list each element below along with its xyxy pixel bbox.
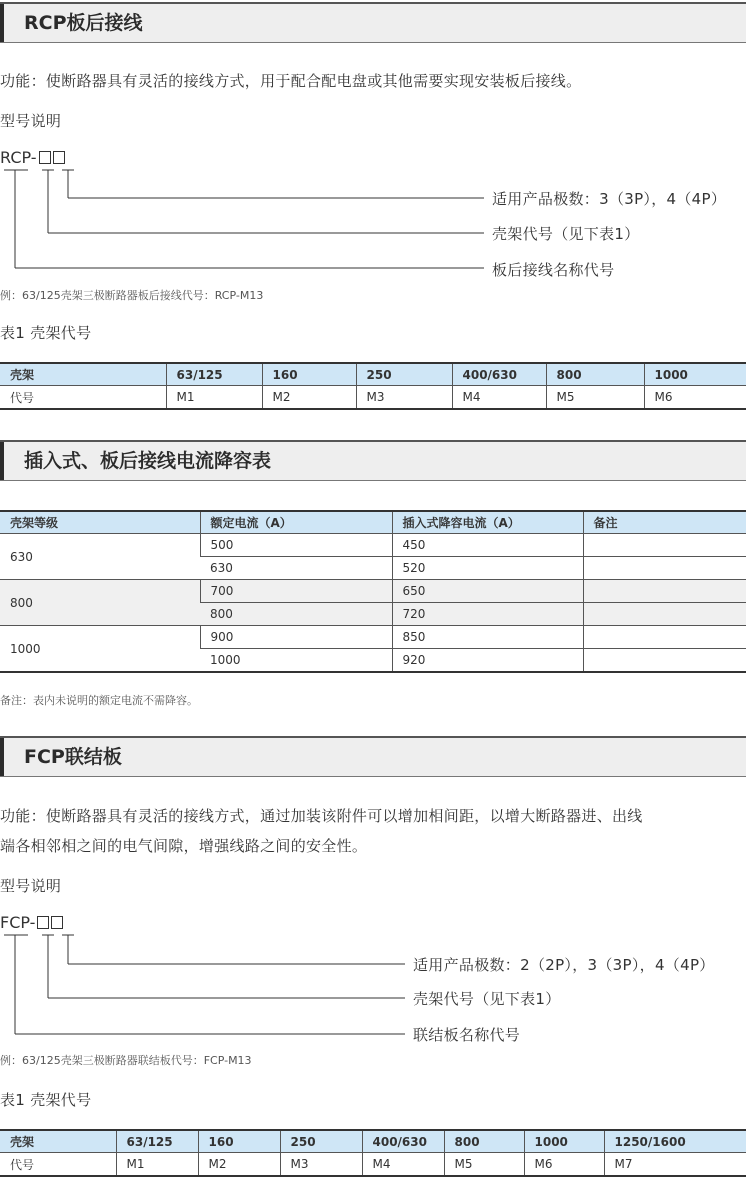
fcp-model-diagram-lines xyxy=(0,900,750,1050)
rcp-frame-label: 壳架代号（见下表1） xyxy=(492,225,640,243)
table-row xyxy=(0,1153,746,1177)
table-row xyxy=(0,580,746,603)
table-cell: M1 xyxy=(116,1153,198,1177)
rcp-model-title: 型号说明 xyxy=(0,112,62,130)
header-cell: 备注 xyxy=(583,511,746,534)
table-cell: M2 xyxy=(198,1153,280,1177)
rcp-name-label: 板后接线名称代号 xyxy=(492,261,615,279)
table-cell: M6 xyxy=(524,1153,604,1177)
table-cell: 630 xyxy=(200,557,392,580)
fcp-pole-label: 适用产品极数：2（2P），3（3P），4（4P） xyxy=(413,956,715,974)
table-header-row xyxy=(0,511,746,534)
table-cell xyxy=(583,534,746,557)
header-cell: 160 xyxy=(262,363,356,386)
rcp-pole-label: 适用产品极数：3（3P），4（4P） xyxy=(492,190,727,208)
derating-section-title: 插入式、板后接线电流降容表 xyxy=(24,450,272,472)
frame-cell: 800 xyxy=(0,580,200,626)
header-cell: 额定电流（A） xyxy=(200,511,392,534)
table-row xyxy=(0,626,746,649)
table-header-row xyxy=(0,363,746,386)
header-cell: 壳架 xyxy=(0,1130,116,1153)
table-cell: M3 xyxy=(280,1153,362,1177)
table-cell xyxy=(583,557,746,580)
fcp-function-text-line2: 端各相邻相之间的电气间隙，增强线路之间的安全性。 xyxy=(0,837,368,855)
table-cell: 450 xyxy=(392,534,583,557)
table-cell: M1 xyxy=(166,386,262,410)
header-cell: 800 xyxy=(444,1130,524,1153)
table-cell: 800 xyxy=(200,603,392,626)
table-cell: 850 xyxy=(392,626,583,649)
header-cell: 1000 xyxy=(644,363,746,386)
table-cell: 520 xyxy=(392,557,583,580)
table-row xyxy=(0,534,746,557)
section-accent-bar xyxy=(0,442,4,480)
table-header-row xyxy=(0,1130,746,1153)
header-cell: 壳架等级 xyxy=(0,511,200,534)
frame-cell: 1000 xyxy=(0,626,200,673)
table-cell: 720 xyxy=(392,603,583,626)
rcp-section-title: RCP板后接线 xyxy=(24,12,143,34)
table-cell: 代号 xyxy=(0,1153,116,1177)
table-cell: M4 xyxy=(452,386,546,410)
fcp-frame-label: 壳架代号（见下表1） xyxy=(413,990,561,1008)
table-cell: M5 xyxy=(546,386,644,410)
derating-note: 备注：表内未说明的额定电流不需降容。 xyxy=(0,694,198,707)
table-cell xyxy=(583,649,746,673)
rcp-code-prefix: RCP- xyxy=(0,148,37,167)
table-cell: 700 xyxy=(200,580,392,603)
table-cell: M3 xyxy=(356,386,452,410)
table-cell: M4 xyxy=(362,1153,444,1177)
fcp-code-prefix: FCP- xyxy=(0,913,36,932)
table-cell xyxy=(583,580,746,603)
rcp-function-text: 功能：使断路器具有灵活的接线方式，用于配合配电盘或其他需要实现安装板后接线。 xyxy=(0,72,582,90)
table-cell: 900 xyxy=(200,626,392,649)
table-cell: 650 xyxy=(392,580,583,603)
fcp-frame-table xyxy=(0,1129,746,1177)
fcp-section-header xyxy=(0,736,746,777)
header-cell: 800 xyxy=(546,363,644,386)
frame-cell: 630 xyxy=(0,534,200,580)
header-cell: 1250/1600 xyxy=(604,1130,746,1153)
table-cell xyxy=(583,603,746,626)
fcp-table-title: 表1 壳架代号 xyxy=(0,1091,92,1109)
table-cell: 1000 xyxy=(200,649,392,673)
fcp-name-label: 联结板名称代号 xyxy=(413,1026,521,1044)
section-accent-bar xyxy=(0,738,4,776)
rcp-frame-table xyxy=(0,362,746,410)
table-cell: 500 xyxy=(200,534,392,557)
fcp-section-title: FCP联结板 xyxy=(24,746,122,768)
header-cell: 63/125 xyxy=(116,1130,198,1153)
derating-table xyxy=(0,510,746,673)
table-cell xyxy=(583,626,746,649)
header-cell: 插入式降容电流（A） xyxy=(392,511,583,534)
fcp-function-text-line1: 功能：使断路器具有灵活的接线方式，通过加装该附件可以增加相间距，以增大断路器进、出线 xyxy=(0,807,643,825)
header-cell: 160 xyxy=(198,1130,280,1153)
header-cell: 400/630 xyxy=(362,1130,444,1153)
rcp-model-diagram-lines xyxy=(0,0,750,300)
table-cell: M7 xyxy=(604,1153,746,1177)
rcp-example-text: 例：63/125壳架三极断路器板后接线代号：RCP-M13 xyxy=(0,289,264,302)
header-cell: 250 xyxy=(356,363,452,386)
derating-section-header xyxy=(0,440,746,481)
header-cell: 400/630 xyxy=(452,363,546,386)
fcp-model-title: 型号说明 xyxy=(0,877,62,895)
header-cell: 1000 xyxy=(524,1130,604,1153)
table-cell: M2 xyxy=(262,386,356,410)
rcp-table-title: 表1 壳架代号 xyxy=(0,324,92,342)
fcp-example-text: 例：63/125壳架三极断路器联结板代号：FCP-M13 xyxy=(0,1054,252,1067)
table-cell: 代号 xyxy=(0,386,166,410)
table-cell: M6 xyxy=(644,386,746,410)
header-cell: 壳架 xyxy=(0,363,166,386)
header-cell: 63/125 xyxy=(166,363,262,386)
table-cell: 920 xyxy=(392,649,583,673)
table-row xyxy=(0,386,746,410)
header-cell: 250 xyxy=(280,1130,362,1153)
table-cell: M5 xyxy=(444,1153,524,1177)
